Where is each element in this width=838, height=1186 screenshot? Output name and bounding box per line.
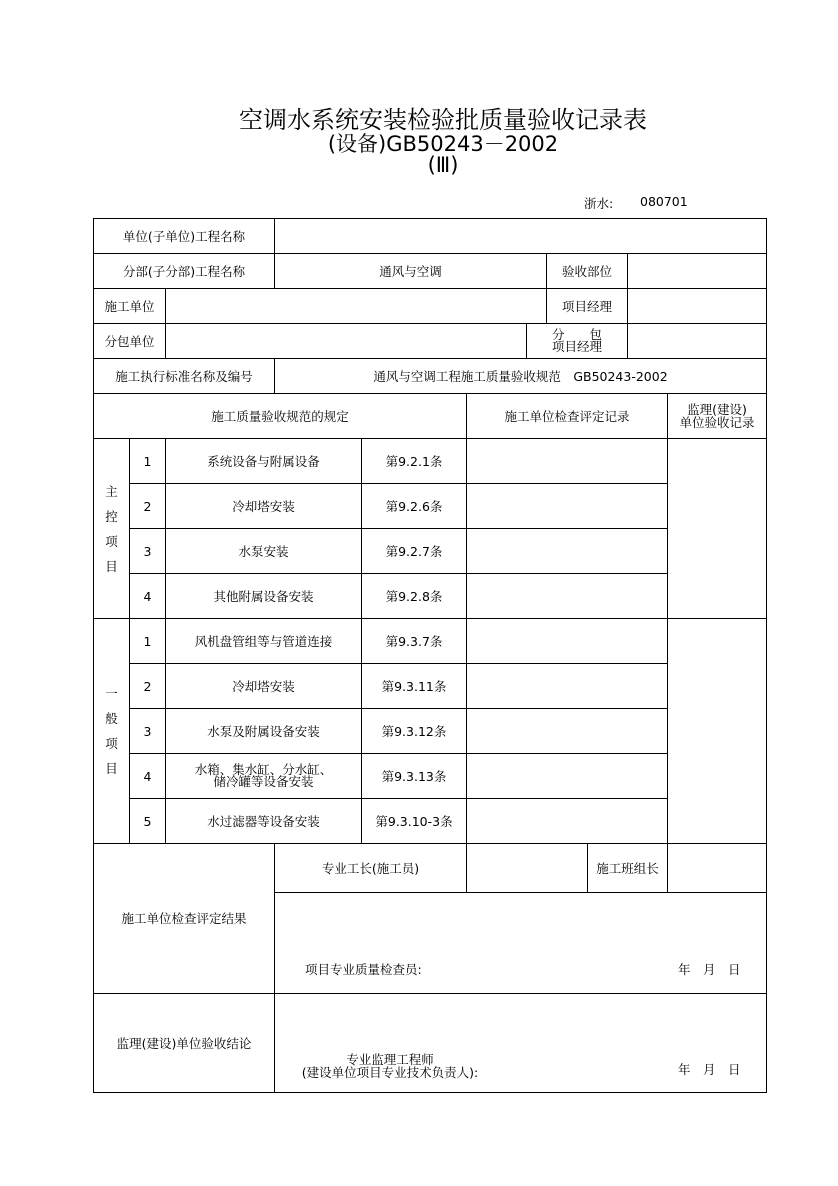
unit-project-label: 单位(子单位)工程名称 bbox=[93, 218, 275, 254]
contractor-field[interactable] bbox=[165, 288, 547, 324]
label-char: 目 bbox=[105, 558, 118, 574]
item-number: 3 bbox=[129, 528, 166, 574]
item-record-field[interactable] bbox=[466, 798, 668, 844]
item-clause: 第9.3.7条 bbox=[361, 618, 467, 664]
item-clause: 第9.3.10-3条 bbox=[361, 798, 467, 844]
main-control-supervisor-field[interactable] bbox=[667, 438, 767, 619]
subcontractor-field[interactable] bbox=[165, 323, 527, 359]
engineer-label-1: 专业监理工程师 bbox=[346, 1052, 434, 1067]
item-number: 4 bbox=[129, 573, 166, 619]
sub-manager-label bbox=[526, 323, 628, 359]
contractor-label: 施工单位 bbox=[93, 288, 166, 324]
sub-manager-field[interactable] bbox=[627, 323, 767, 359]
sub-project-field[interactable]: 通风与空调 bbox=[274, 253, 547, 289]
code-label: 浙水: bbox=[584, 196, 614, 211]
item-name: 冷却塔安装 bbox=[165, 483, 362, 529]
inspector-label: 项目专业质量检查员: bbox=[305, 962, 422, 977]
label-char: 般 bbox=[105, 711, 118, 726]
item-record-field[interactable] bbox=[466, 528, 668, 574]
date-2: 年 月 日 bbox=[678, 1062, 741, 1077]
supervisor-record-header bbox=[667, 393, 767, 439]
item-number: 1 bbox=[129, 618, 166, 664]
project-manager-label: 项目经理 bbox=[546, 288, 628, 324]
contractor-result-label: 施工单位检查评定结果 bbox=[93, 843, 275, 994]
item-number: 2 bbox=[129, 663, 166, 709]
item-record-field[interactable] bbox=[466, 618, 668, 664]
item-clause: 第9.2.8条 bbox=[361, 573, 467, 619]
label-char: 一 bbox=[105, 686, 118, 701]
item-number: 4 bbox=[129, 753, 166, 799]
item-clause: 第9.3.11条 bbox=[361, 663, 467, 709]
project-manager-field[interactable] bbox=[627, 288, 767, 324]
item-record-field[interactable] bbox=[466, 438, 668, 484]
general-supervisor-field[interactable] bbox=[667, 618, 767, 844]
foreman-label: 专业工长(施工员) bbox=[274, 843, 467, 893]
item-name: 水泵安装 bbox=[165, 528, 362, 574]
engineer-label-2: (建设单位项目专业技术负责人): bbox=[301, 1065, 479, 1080]
item-name bbox=[165, 753, 362, 799]
item-name: 水泵及附属设备安装 bbox=[165, 708, 362, 754]
contractor-record-header: 施工单位检查评定记录 bbox=[466, 393, 668, 439]
label-char: 项 bbox=[105, 736, 118, 751]
item-name: 其他附属设备安装 bbox=[165, 573, 362, 619]
standard-label: 施工执行标准名称及编号 bbox=[93, 358, 275, 394]
date-1: 年 月 日 bbox=[678, 962, 741, 977]
code-value: 080701 bbox=[640, 194, 688, 209]
supervisor-header-2: 单位验收记录 bbox=[679, 415, 755, 430]
supervisor-conclusion-label: 监理(建设)单位验收结论 bbox=[93, 993, 275, 1093]
item-clause: 第9.2.1条 bbox=[361, 438, 467, 484]
label-char: 主 bbox=[105, 483, 118, 499]
item-name-line: 储冷罐等设备安装 bbox=[213, 774, 314, 789]
item-clause: 第9.3.12条 bbox=[361, 708, 467, 754]
sub-project-label: 分部(子分部)工程名称 bbox=[93, 253, 275, 289]
subcontractor-label: 分包单位 bbox=[93, 323, 166, 359]
item-record-field[interactable] bbox=[466, 708, 668, 754]
acceptance-part-label: 验收部位 bbox=[546, 253, 628, 289]
item-name: 系统设备与附属设备 bbox=[165, 438, 362, 484]
item-clause: 第9.2.6条 bbox=[361, 483, 467, 529]
item-clause: 第9.3.13条 bbox=[361, 753, 467, 799]
acceptance-part-field[interactable] bbox=[627, 253, 767, 289]
label-char: 目 bbox=[105, 761, 118, 776]
sub-manager-label-2: 项目经理 bbox=[551, 339, 602, 354]
item-record-field[interactable] bbox=[466, 753, 668, 799]
item-clause: 第9.2.7条 bbox=[361, 528, 467, 574]
title-line3: (Ⅲ) bbox=[427, 153, 459, 177]
item-name: 风机盘管组等与管道连接 bbox=[165, 618, 362, 664]
standard-field[interactable]: 通风与空调工程施工质量验收规范 GB50243-2002 bbox=[274, 358, 767, 394]
item-number: 2 bbox=[129, 483, 166, 529]
supervisor-header-1: 监理(建设) bbox=[687, 402, 747, 417]
engineer-label bbox=[300, 1053, 480, 1079]
item-number: 5 bbox=[129, 798, 166, 844]
item-name-line: 水箱、集水缸、分水缸、 bbox=[194, 762, 333, 777]
title-line2: (设备)GB50243－2002 bbox=[327, 132, 559, 156]
spec-column-header: 施工质量验收规范的规定 bbox=[93, 393, 467, 439]
team-leader-field[interactable] bbox=[667, 843, 767, 893]
foreman-field[interactable] bbox=[466, 843, 588, 893]
sub-manager-label-1: 分 包 bbox=[551, 327, 602, 342]
label-char: 控 bbox=[105, 508, 118, 524]
item-name: 冷却塔安装 bbox=[165, 663, 362, 709]
general-label bbox=[93, 618, 130, 844]
unit-project-field[interactable] bbox=[274, 218, 767, 254]
label-char: 项 bbox=[105, 533, 118, 549]
item-number: 1 bbox=[129, 438, 166, 484]
item-name: 水过滤器等设备安装 bbox=[165, 798, 362, 844]
main-control-label bbox=[93, 438, 130, 619]
contractor-result-field[interactable] bbox=[274, 892, 767, 994]
item-record-field[interactable] bbox=[466, 663, 668, 709]
item-record-field[interactable] bbox=[466, 483, 668, 529]
item-number: 3 bbox=[129, 708, 166, 754]
item-record-field[interactable] bbox=[466, 573, 668, 619]
team-leader-label: 施工班组长 bbox=[587, 843, 668, 893]
title-line1: 空调水系统安装检验批质量验收记录表 bbox=[239, 106, 647, 134]
